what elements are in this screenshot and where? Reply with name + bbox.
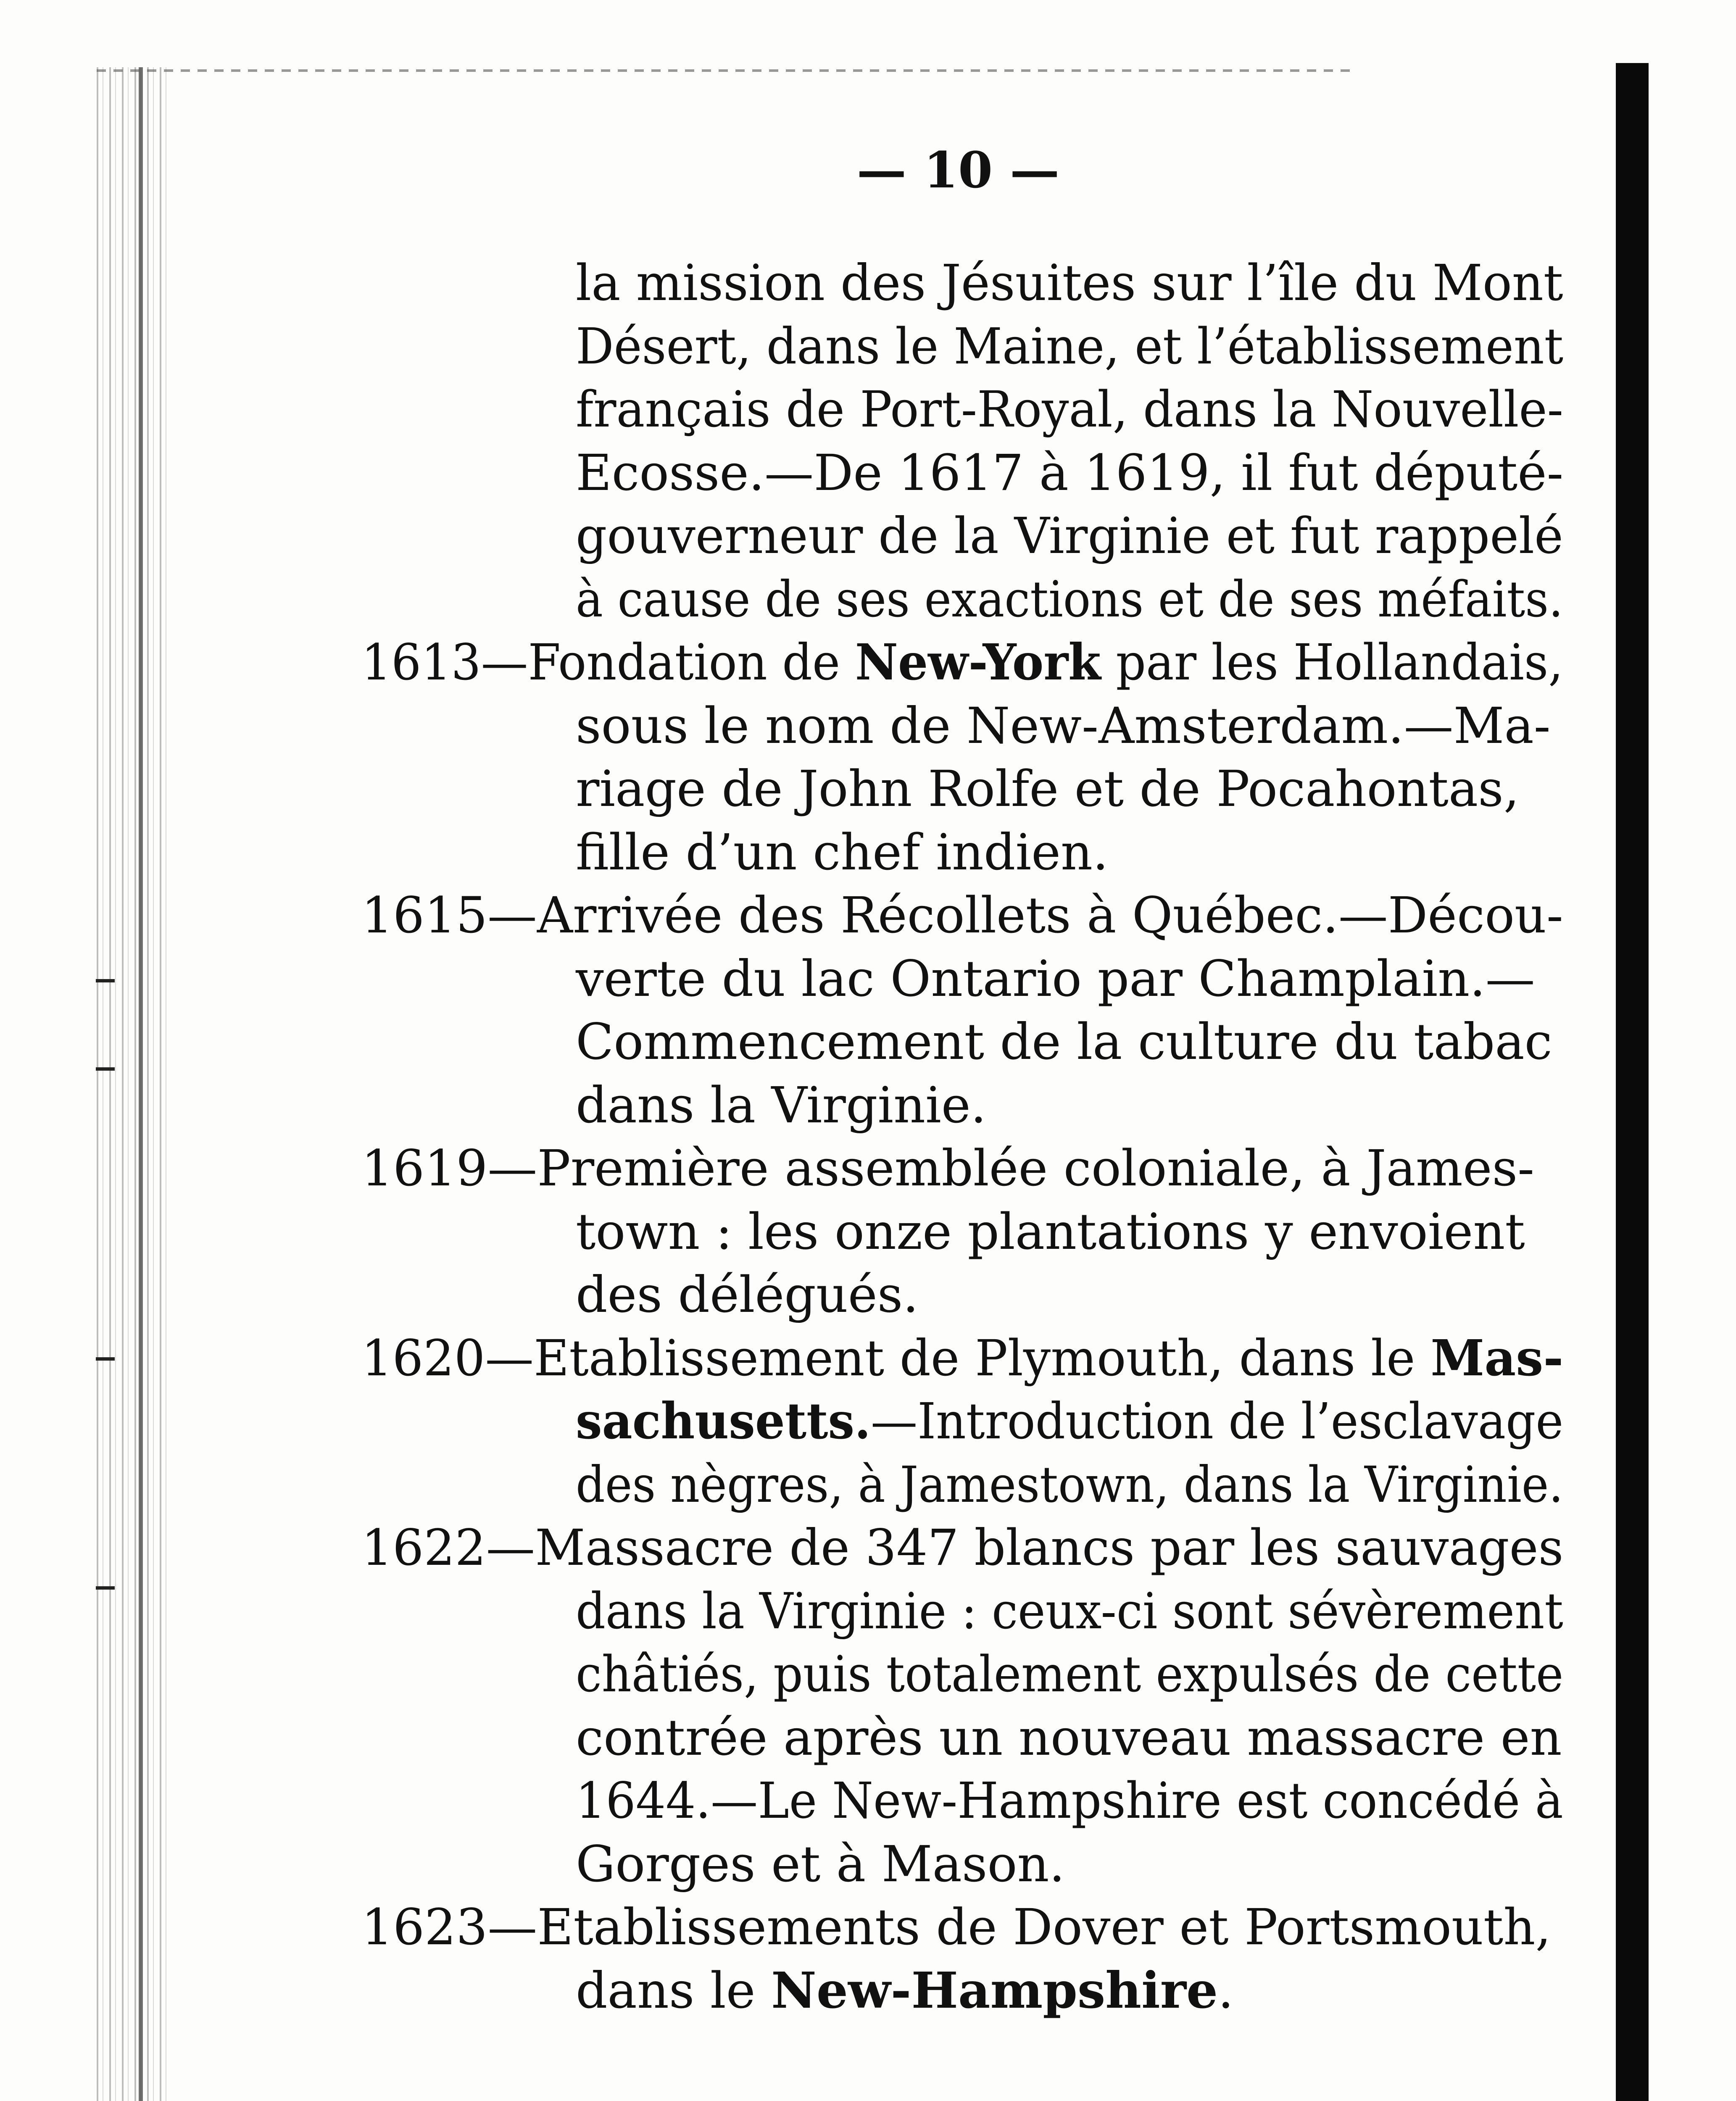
text-line xyxy=(361,947,1563,1011)
text-line-content: châtiés, puis totalement expulsés de cette xyxy=(576,1645,1564,1703)
entry-year: 1620 xyxy=(361,1329,485,1387)
entry-1623-first-line xyxy=(361,1896,1563,1959)
entry-year: 1622 xyxy=(361,1519,486,1577)
text-line xyxy=(361,821,1563,884)
text-line-content: dans la Virginie. xyxy=(576,1076,987,1134)
page-number: — 10 — xyxy=(856,141,1060,199)
text-line xyxy=(361,1643,1563,1706)
entry-1615-first-line xyxy=(361,884,1563,947)
text-line-content: dans le xyxy=(576,1961,772,2019)
entry-1613-first-line xyxy=(361,631,1563,694)
entry-text: —Fondation de xyxy=(481,633,855,691)
text-line xyxy=(361,1010,1563,1074)
text-line xyxy=(361,441,1563,505)
text-line xyxy=(361,1832,1563,1896)
scan-top-edge-artifact xyxy=(97,69,1357,72)
scan-left-tick xyxy=(96,979,115,982)
text-line xyxy=(361,1580,1563,1643)
text-line xyxy=(361,504,1563,568)
text-line-content: verte du lac Ontario par Champlain.— xyxy=(576,949,1535,1008)
text-line-content: town : les onze plantations y envoient xyxy=(576,1202,1525,1261)
entry-place-bold: Mas- xyxy=(1430,1328,1564,1387)
text-line-content: fille d’un chef indien. xyxy=(576,823,1109,881)
entry-text: —Massacre de 347 blancs par les sauvages xyxy=(486,1519,1564,1577)
entry-text: par les Hollandais, xyxy=(1101,633,1563,691)
text-line-content: Gorges et à Mason. xyxy=(576,1835,1065,1893)
entry-year: 1623 xyxy=(361,1898,488,1956)
text-line-content: riage de John Rolfe et de Pocahontas, xyxy=(576,760,1520,818)
entry-1620-first-line xyxy=(361,1327,1563,1390)
text-line-content: dans la Virginie : ceux-ci sont sévèrement xyxy=(576,1582,1563,1640)
scan-left-tick xyxy=(96,1067,115,1071)
scan-right-black-bar xyxy=(1616,63,1649,2101)
entry-place-bold: New-York xyxy=(855,633,1101,691)
text-line-content: . xyxy=(1218,1961,1234,2019)
scan-left-tick xyxy=(96,1586,115,1590)
chronology-text xyxy=(361,251,1563,2022)
text-line-content: 1644.—Le New-Hampshire est concédé à xyxy=(576,1772,1563,1830)
entry-year: 1619 xyxy=(361,1139,488,1197)
text-line xyxy=(361,1959,1563,2022)
entry-place-bold: sachusetts. xyxy=(576,1392,871,1450)
text-line xyxy=(361,1263,1563,1327)
text-line-content: —Introduction de l’esclavage xyxy=(870,1392,1564,1450)
text-line-content: français de Port-Royal, dans la Nouvelle- xyxy=(576,380,1564,438)
text-line xyxy=(361,378,1563,441)
entry-text: —Etablissement de Plymouth, dans le xyxy=(485,1329,1431,1387)
entry-place-bold: New-Hampshire xyxy=(771,1961,1218,2019)
scan-left-binding-line xyxy=(139,67,143,2101)
text-line-content: à cause de ses exactions et de ses méfaits. xyxy=(576,570,1563,628)
text-line-content: la mission des Jésuites sur l’île du Mont xyxy=(576,254,1563,312)
text-line xyxy=(361,1706,1563,1769)
entry-year: 1613 xyxy=(361,633,481,691)
entry-1619-first-line xyxy=(361,1137,1563,1200)
text-line-content: Désert, dans le Maine, et l’établissement xyxy=(576,317,1564,375)
text-line-content: sous le nom de New-Amsterdam.—Ma- xyxy=(576,696,1551,755)
text-line-content: des nègres, à Jamestown, dans la Virginie. xyxy=(576,1455,1564,1514)
text-line xyxy=(361,1390,1563,1453)
text-line-content: Commencement de la culture du tabac xyxy=(576,1013,1552,1071)
entry-text: —Arrivée des Récollets à Québec.—Décou- xyxy=(487,886,1563,944)
text-line xyxy=(361,1200,1563,1264)
text-line xyxy=(361,568,1563,631)
text-line-content: contrée après un nouveau massacre en xyxy=(576,1708,1562,1767)
text-line xyxy=(361,1074,1563,1137)
text-line xyxy=(361,251,1563,315)
text-line xyxy=(361,1769,1563,1832)
text-line xyxy=(361,315,1563,378)
text-line-content: Ecosse.—De 1617 à 1619, il fut député- xyxy=(576,443,1564,502)
entry-1622-first-line xyxy=(361,1516,1563,1580)
text-line-content: des délégués. xyxy=(576,1266,919,1324)
scan-left-edge-artifact xyxy=(97,67,168,2101)
text-line-content: gouverneur de la Virginie et fut rappelé xyxy=(576,507,1563,565)
entry-text: —Première assemblée coloniale, à James- xyxy=(487,1139,1535,1197)
scan-left-tick xyxy=(96,1357,115,1361)
text-line xyxy=(361,1453,1563,1517)
entry-year: 1615 xyxy=(361,886,487,944)
text-line xyxy=(361,694,1563,758)
entry-text: —Etablissements de Dover et Portsmouth, xyxy=(487,1898,1551,1956)
text-line xyxy=(361,757,1563,821)
